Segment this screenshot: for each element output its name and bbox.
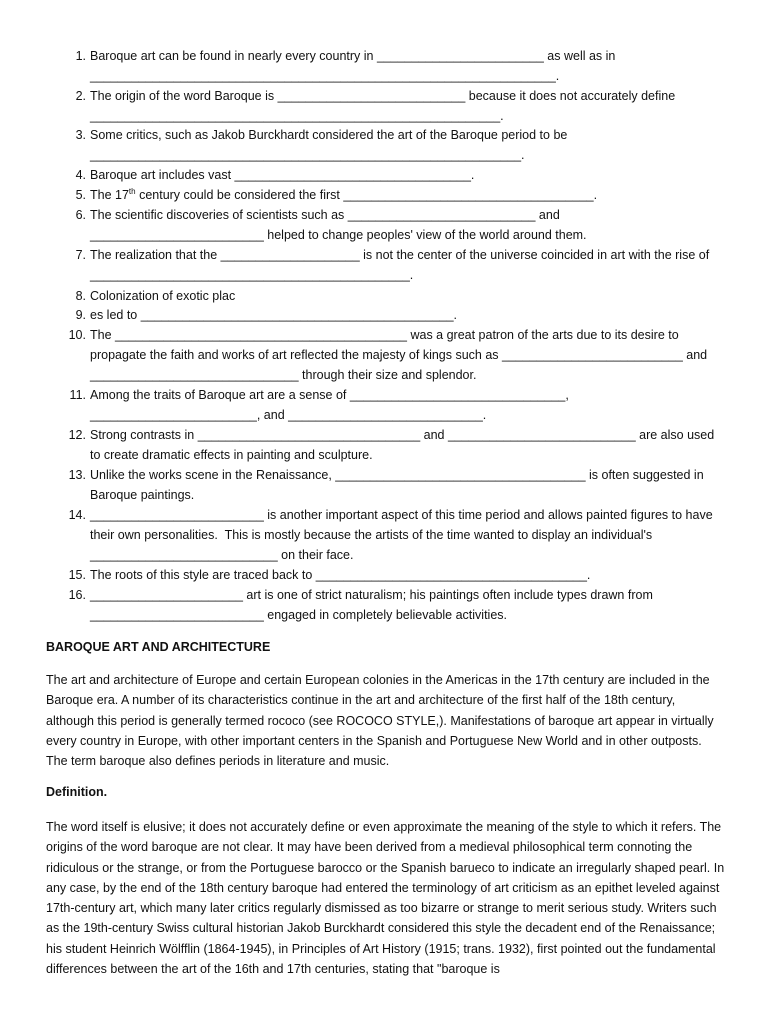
question-number: 16.: [68, 588, 86, 602]
question-10: [66, 325, 726, 385]
question-text: _________________________ is another important aspect of this time period and allows painted figures to have their own personalities. This is mostly because the artists of the time wanted to display an individual's ___________________________ on their face.: [90, 508, 717, 562]
question-text: [90, 185, 726, 205]
definition-paragraph: The word itself is elusive; it does not accurately define or even approximate the meaning of the style to which it refers. The origins of the word baroque are not clear. It may have been derived from a medieval philosophical term connoting the ridiculous or the strange, or from the Portuguese barocco or the Spanish barueco to indicate an irregularly shaped pearl. In any case, by the end of the 18th century baroque had entered the terminology of art criticism as an epithet leveled against 17th-century art, which many later critics regularly dismissed as too bizarre or strange to merit serious study. Writers such as the 19th-century Swiss cultural historian Jakob Burckhardt considered this style the decadent end of the Renaissance; his student Heinrich Wölfflin (1864-1945), in Principles of Art History (1915; trans. 1932), first pointed out the fundamental differences between the art of the 16th and 17th centuries, stating that "baroque is: [46, 820, 725, 977]
question-11: [66, 385, 726, 425]
question-4: [66, 165, 726, 185]
question-number: 15.: [68, 568, 86, 582]
section-heading: BAROQUE ART AND ARCHITECTURE: [46, 640, 271, 654]
intro-paragraph: The art and architecture of Europe and certain European colonies in the Americas in the 17th century are included in the Baroque era. A number of its characteristics continue in the art and architecture of the first half of the 18th century, although this period is generally termed rococo (see ROCOCO STYLE,). Manifestations of baroque art appear in virtually every country in Europe, with other important centers in the Spanish and Portuguese New World and in other outposts. The term baroque also defines periods in literature and music.: [46, 673, 714, 769]
question-number: 3.: [75, 128, 86, 142]
question-text: The origin of the word Baroque is ___________________________ because it does not accurately define ___________________________________________________________.: [90, 89, 679, 123]
question-9: [66, 305, 726, 325]
question-number: 7.: [75, 248, 86, 262]
ordinal-suffix: th: [128, 186, 136, 196]
question-text: ______________________ art is one of strict naturalism; his paintings often include types drawn from _________________________ engaged in completely believable activities.: [90, 588, 657, 622]
question-text: Baroque art includes vast __________________________________.: [90, 168, 475, 182]
question-text: The realization that the ____________________ is not the center of the universe coincided in art with the rise of ______________________________________________.: [90, 248, 713, 282]
question-text: es led to _____________________________________________.: [90, 308, 458, 322]
question-1: [66, 46, 726, 86]
question-12: [66, 425, 726, 465]
question-number: 8.: [75, 289, 86, 303]
question-13: [66, 465, 726, 505]
question-2: [66, 86, 726, 126]
question-number: 6.: [75, 208, 86, 222]
question-text: Colonization of exotic plac: [90, 289, 236, 303]
question-7: [66, 245, 726, 285]
question-text: Baroque art can be found in nearly every country in ________________________ as well as in ___________________________________________________________________.: [90, 49, 619, 83]
question-number: 12.: [68, 428, 86, 442]
question-number: 5.: [75, 188, 86, 202]
question-text: The __________________________________________ was a great patron of the arts due to its desire to propagate the faith and works of art reflected the majesty of kings such as __________________________ and ______________________________ through their size and splendor.: [90, 328, 711, 382]
question-5: [66, 185, 726, 205]
question-number: 10.: [68, 328, 86, 342]
question-number: 4.: [75, 168, 86, 182]
question-text: Among the traits of Baroque art are a sense of _______________________________, ________________________, and ____________________________.: [90, 388, 573, 422]
question-number: 2.: [75, 89, 86, 103]
question-number: 1.: [75, 49, 86, 63]
question-number: 13.: [68, 468, 86, 482]
question-number: 11.: [69, 388, 86, 402]
question-8: [66, 286, 726, 306]
question-3: [66, 125, 726, 165]
definition-heading: Definition.: [46, 785, 108, 799]
question-15: [66, 565, 726, 585]
question-6: [66, 205, 726, 245]
question-14: [66, 505, 726, 565]
question-text: Some critics, such as Jakob Burckhardt considered the art of the Baroque period to be ______________________________________________________________.: [90, 128, 571, 162]
question-text-start: The 17: [90, 188, 129, 202]
question-text: Unlike the works scene in the Renaissance, ____________________________________ is often suggested in Baroque paintings.: [90, 468, 708, 502]
question-text-end: century could be considered the first ____________________________________.: [135, 188, 598, 202]
question-number: 9.: [75, 308, 86, 322]
question-number: 14.: [68, 508, 86, 522]
question-text: The roots of this style are traced back to _______________________________________.: [90, 568, 591, 582]
question-16: [66, 585, 726, 625]
question-text: The scientific discoveries of scientists such as ___________________________ and _________________________ helped to change peoples' view of the world around them.: [90, 208, 587, 242]
question-text: Strong contrasts in ________________________________ and ___________________________ are also used to create dramatic effects in painting and sculpture.: [90, 428, 718, 462]
